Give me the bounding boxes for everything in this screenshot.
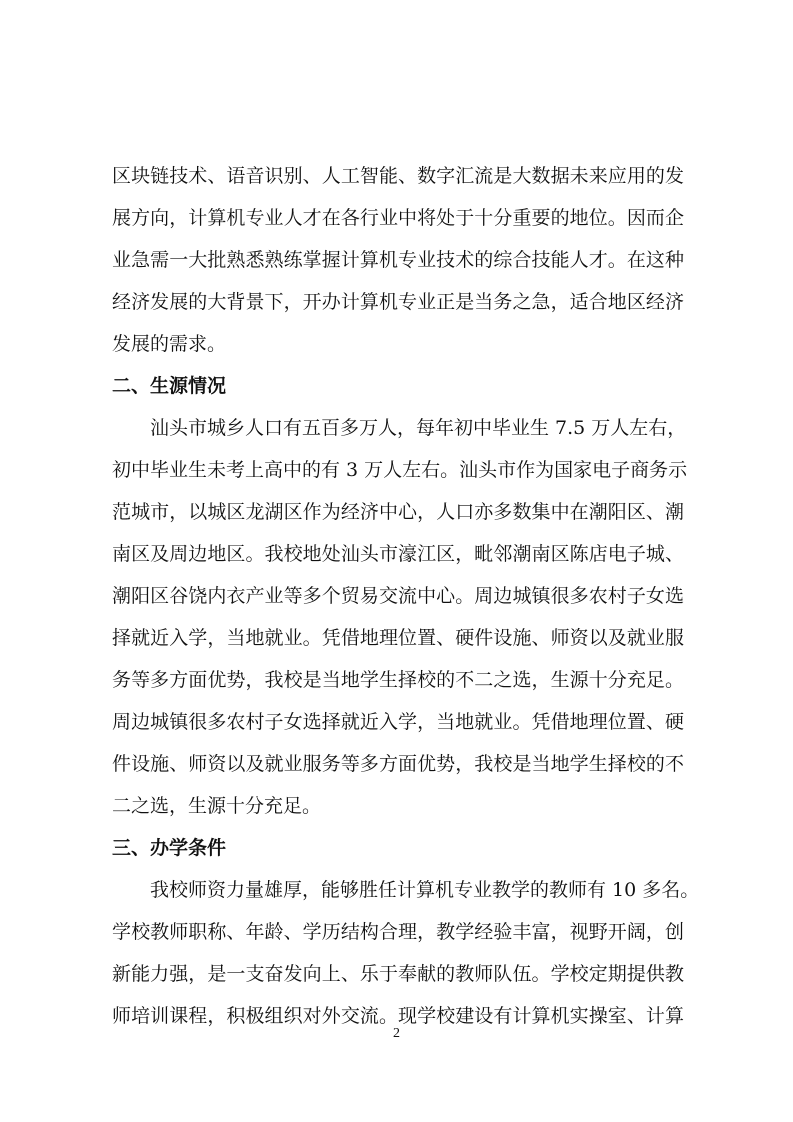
section-heading-enrollment: 二、生源情况 — [112, 375, 227, 397]
paragraph-line: 展方向，计算机专业人才在各行业中将处于十分重要的地位。因而企 — [112, 207, 684, 229]
paragraph-line: 经济发展的大背景下，开办计算机专业正是当务之急，适合地区经济 — [112, 291, 684, 313]
paragraph-line: 区块链技术、语音识别、人工智能、数字汇流是大数据未来应用的发 — [112, 165, 684, 187]
paragraph-line: 新能力强，是一支奋发向上、乐于奉献的教师队伍。学校定期提供教 — [112, 963, 684, 985]
paragraph-line: 发展的需求。 — [112, 333, 227, 355]
paragraph-line: 二之选，生源十分充足。 — [112, 795, 322, 817]
paragraph-line: 范城市，以城区龙湖区作为经济中心，人口亦多数集中在潮阳区、潮 — [112, 501, 684, 523]
paragraph-line: 周边城镇很多农村子女选择就近入学，当地就业。凭借地理位置、硬 — [112, 711, 684, 733]
paragraph-line: 师培训课程，积极组织对外交流。现学校建设有计算机实操室、计算 — [112, 1005, 684, 1027]
page-number: 2 — [393, 1026, 400, 1041]
paragraph-line: 学校教师职称、年龄、学历结构合理，教学经验丰富，视野开阔，创 — [112, 921, 684, 943]
paragraph-line: 业急需一大批熟悉熟练掌握计算机专业技术的综合技能人才。在这种 — [112, 249, 684, 271]
paragraph-line: 汕头市城乡人口有五百多万人，每年初中毕业生 7.5 万人左右， — [150, 417, 687, 439]
section-heading-school-conditions: 三、办学条件 — [112, 837, 227, 859]
paragraph-line: 潮阳区谷饶内衣产业等多个贸易交流中心。周边城镇很多农村子女选 — [112, 585, 684, 607]
paragraph-line: 择就近入学，当地就业。凭借地理位置、硬件设施、师资以及就业服 — [112, 627, 684, 649]
paragraph-line: 初中毕业生未考上高中的有 3 万人左右。汕头市作为国家电子商务示 — [112, 459, 688, 481]
paragraph-line: 务等多方面优势，我校是当地学生择校的不二之选，生源十分充足。 — [112, 669, 684, 691]
paragraph-line: 我校师资力量雄厚，能够胜任计算机专业教学的教师有 10 多名。 — [150, 879, 700, 901]
paragraph-line: 件设施、师资以及就业服务等多方面优势，我校是当地学生择校的不 — [112, 753, 684, 775]
paragraph-line: 南区及周边地区。我校地处汕头市濠江区，毗邻潮南区陈店电子城、 — [112, 543, 684, 565]
